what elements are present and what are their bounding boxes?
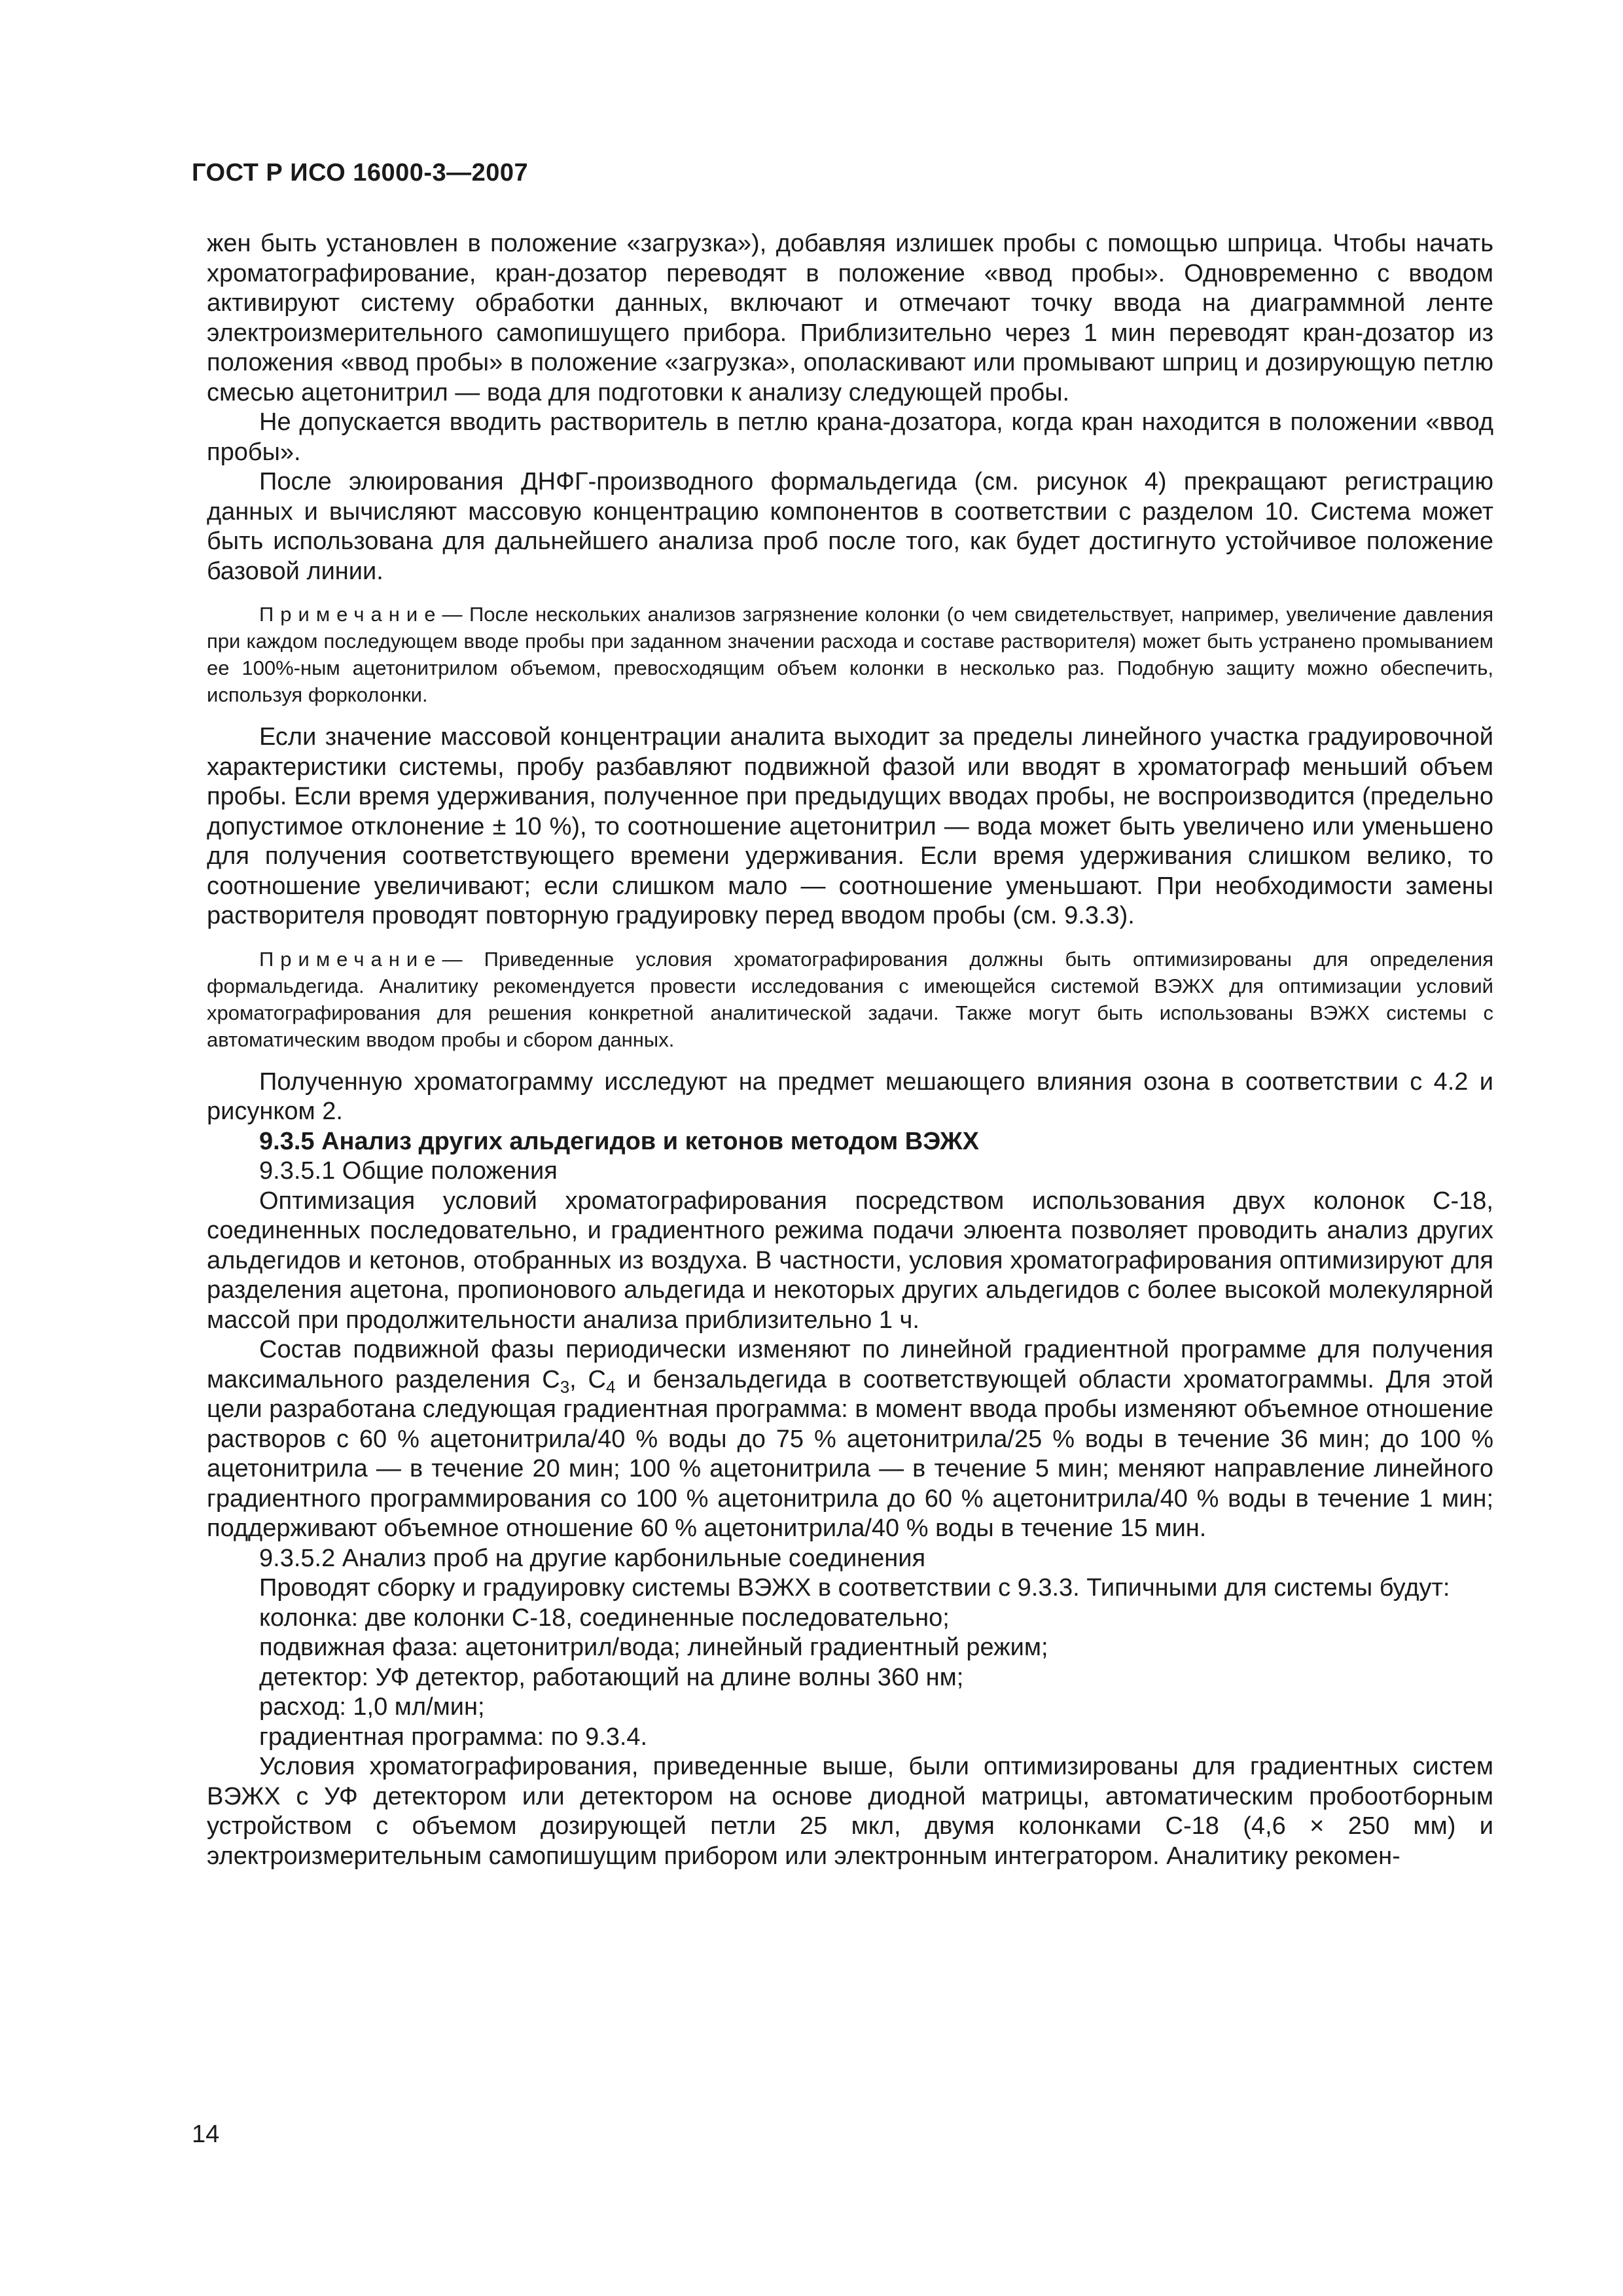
paragraph-assembly: Проводят сборку и градуировку системы ВЭЖХ в соответствии с 9.3.3. Типичными для системы будут: (259, 1574, 1450, 1602)
document-body (207, 229, 1493, 1871)
note-label: Примечание (259, 947, 442, 971)
note-text: — После нескольких анализов загрязнение колонки (о чем свидетельствует, например, увеличение давления при каждом последующем вводе пробы при заданном значении расхода и составе растворителя) может быть устранено промыванием ее 100%-ным ацетонитрилом объемом, превосходящим объем колонки в несколько раз. Подобную защиту можно обеспечить, используя форколонки. (207, 603, 1493, 706)
paragraph-conditions: Условия хроматографирования, приведенные выше, были оптимизированы для градиентных систем ВЭЖХ с УФ детектором или детектором на основе диодной матрицы, автоматическим пробоотборным устройством с объемом дозирующей петли 25 мкл, двумя колонками С-18 (4,6 × 250 мм) и электроизмерительным самопишущим прибором или электронным интегратором. Аналитику рекомен- (207, 1753, 1493, 1870)
list-item-mobile-phase: подвижная фаза: ацетонитрил/вода; линейный градиентный режим; (259, 1634, 1048, 1661)
paragraph-optimization: Оптимизация условий хроматографирования посредством использования двух колонок С-18, соединенных последовательно, и градиентного режима подачи элюента позволяет проводить анализ других альдегидов и кетонов, отобранных из воздуха. В частности, условия хроматографирования оптимизируют для разделения ацетона, пропионового альдегида и некоторых других альдегидов с более высокой молекулярной массой при продолжительности анализа приблизительно 1 ч. (207, 1187, 1493, 1334)
subscript-4: 4 (606, 1376, 616, 1397)
page-number: 14 (192, 2121, 220, 2148)
paragraph-elution: После элюирования ДНФГ-производного формальдегида (см. рисунок 4) прекращают регистрацию данных и вычисляют массовую концентрацию компонентов в соответствии с разделом 10. Система может быть использована для дальнейшего анализа проб после того, как будет достигнуто устойчивое положение базовой линии. (207, 468, 1493, 585)
note-2 (207, 946, 1493, 1053)
subsection-heading-9-3-5-1: 9.3.5.1 Общие положения (259, 1157, 558, 1185)
standard-header: ГОСТ Р ИСО 16000-3—2007 (192, 159, 529, 187)
list-item-detector: детектор: УФ детектор, работающий на длине волны 360 нм; (259, 1663, 964, 1691)
paragraph-continuation: жен быть установлен в положение «загрузка»), добавляя излишек пробы с помощью шприца. Чтобы начать хроматографирование, кран-дозатор переводят в положение «ввод пробы». Одновременно с вводом активируют систему обработки данных, включают и отмечают точку ввода на диаграммной ленте электроизмерительного самопишущего прибора. Приблизительно через 1 мин переводят кран-дозатор из положения «ввод пробы» в положение «загрузка», ополаскивают или промывают шприц и дозирующую петлю смесью ацетонитрил — вода для подготовки к анализу следующей пробы. (207, 230, 1493, 406)
list-item-flow: расход: 1,0 мл/мин; (259, 1693, 485, 1721)
list-item-column: колонка: две колонки С-18, соединенные последовательно; (259, 1604, 950, 1632)
paragraph-chromatogram: Полученную хроматограмму исследуют на предмет мешающего влияния озона в соответствии с 4.2 и рисунком 2. (207, 1067, 1493, 1125)
list-item-gradient: градиентная программа: по 9.3.4. (259, 1723, 648, 1751)
subscript-3: 3 (560, 1376, 570, 1397)
paragraph-warning: Не допускается вводить растворитель в петлю крана-дозатора, когда кран находится в положении «ввод пробы». (207, 408, 1493, 466)
note-1 (207, 601, 1493, 708)
section-heading-9-3-5: 9.3.5 Анализ других альдегидов и кетонов методом ВЭЖХ (259, 1127, 979, 1155)
paragraph-gradient-program: Состав подвижной фазы периодически изменяют по линейной градиентной программе для получения максимального разделения $С_3$, $С_4$ и бензальдегида в соответствующей области хроматограммы. Для этой цели разработана следующая градиентная программа: в момент ввода пробы изменяют объемное отношение растворов с 60 % ацетонитрила/40 % воды до 75 % ацетонитрила/25 % воды в течение 36 мин; до 100 % ацетонитрила — в течение 20 мин; 100 % ацетонитрила — в течение 5 мин; меняют направление линейного градиентного программирования со 100 % ацетонитрила до 60 % ацетонитрила/40 % воды в течение 1 мин; поддерживают объемное отношение 60 % ацетонитрила/40 % воды в течение 15 мин. (207, 1336, 1494, 1542)
subsection-heading-9-3-5-2: 9.3.5.2 Анализ проб на другие карбонильные соединения (259, 1544, 926, 1572)
note-text: — Приведенные условия хроматографирования должны быть оптимизированы для определения формальдегида. Аналитику рекомендуется провести исследования с имеющейся системой ВЭЖХ для оптимизации условий хроматографирования для решения конкретной аналитической задачи. Также могут быть использованы ВЭЖХ системы с автоматическим вводом пробы и сбором данных. (207, 947, 1493, 1051)
note-label: Примечание (259, 603, 442, 626)
paragraph-concentration: Если значение массовой концентрации аналита выходит за пределы линейного участка градуировочной характеристики системы, пробу разбавляют подвижной фазой или вводят в хроматограф меньший объем пробы. Если время удерживания, полученное при предыдущих вводах пробы, не воспроизводится (предельно допустимое отклонение ± 10 %), то соотношение ацетонитрил — вода может быть увеличено или уменьшено для получения соответствующего времени удерживания. Если время удерживания слишком велико, то соотношение увеличивают; если слишком мало — соотношение уменьшают. При необходимости замены растворителя проводят повторную градуировку перед вводом пробы (см. 9.3.3). (207, 723, 1493, 929)
